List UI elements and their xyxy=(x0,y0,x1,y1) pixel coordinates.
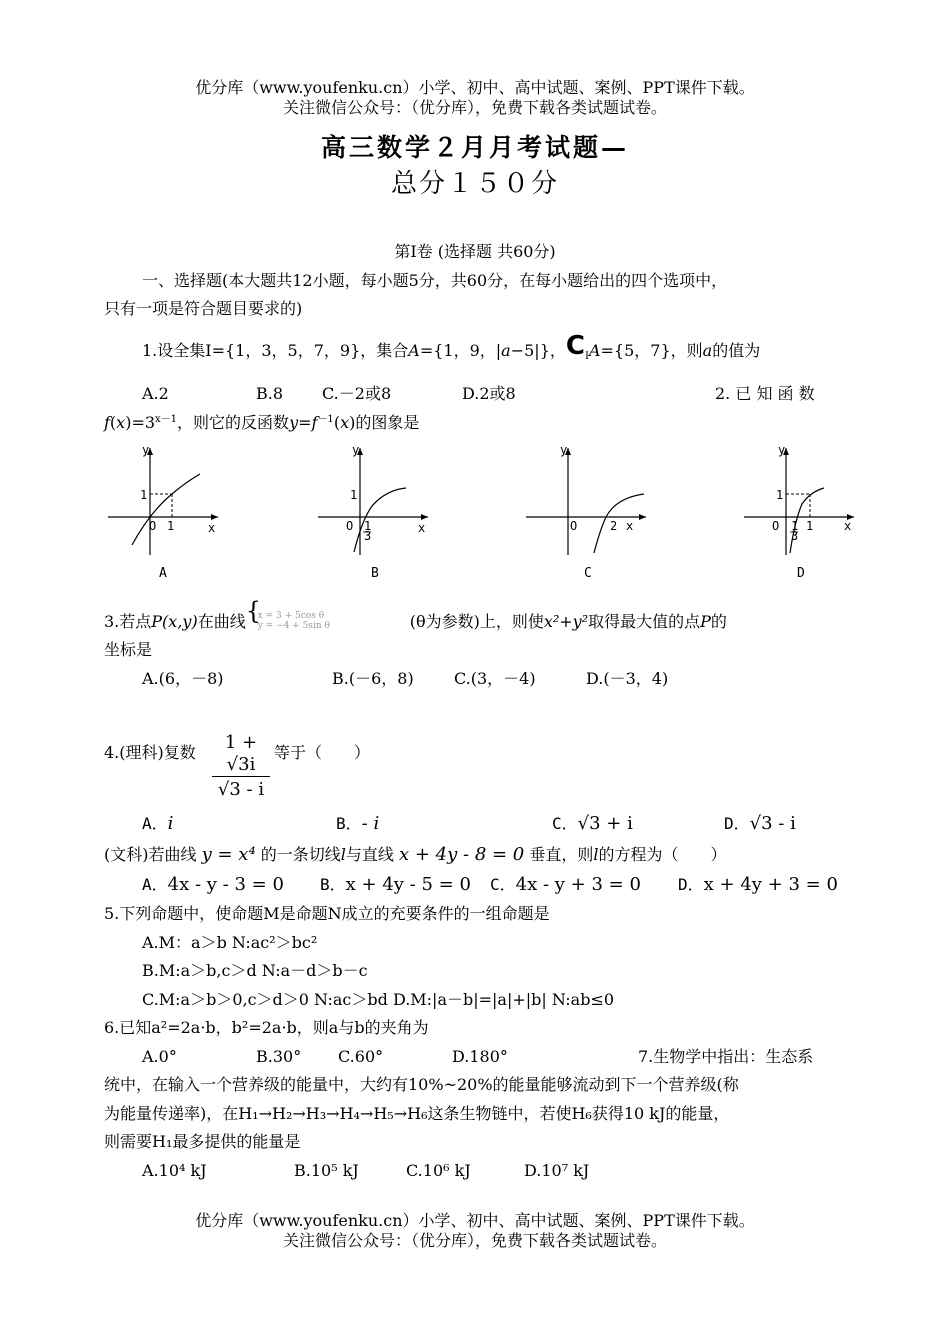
graph-c xyxy=(522,440,652,564)
q1-option-a: A.2 xyxy=(142,384,169,403)
q7-option-a: A.10⁴ kJ xyxy=(142,1161,207,1180)
instructions-line-1: 一、选择题(本大题共12小题，每小题5分，共60分，在每小题给出的四个选项中， xyxy=(142,271,728,290)
total-score: 总分１５０分 xyxy=(390,169,559,199)
page-title: 高三数学２月月考试题— xyxy=(320,133,629,162)
svg-text:y: y xyxy=(560,443,568,457)
svg-text:1: 1 xyxy=(350,488,358,502)
svg-text:y: y xyxy=(142,443,150,457)
q3-option-b: B.(－6，8) xyxy=(332,669,414,688)
question-4-stem: 4.(理科)复数 xyxy=(104,743,196,762)
q4-wen-option-a: A．4x - y - 3 = 0 xyxy=(142,874,284,895)
graph-d-label: D xyxy=(797,566,805,581)
graph-b xyxy=(314,440,434,564)
fraction-numerator: 1 + √3i xyxy=(224,732,258,775)
q6-option-b: B.30° xyxy=(256,1047,302,1066)
question-1-stem: 1.设全集I={1，3，5，7，9}，集合A={1，9，|a−5|}，$C_IA=\{5$，7}，则a的值为 xyxy=(142,331,761,362)
svg-text:1: 1 xyxy=(140,488,148,502)
q4-option-a: A．i xyxy=(142,813,174,834)
q1-option-c: C.－2或8 xyxy=(322,384,392,403)
svg-text:x: x xyxy=(626,519,634,533)
svg-text:1: 1 xyxy=(364,519,372,533)
graph-b-label: B xyxy=(371,566,379,581)
q3-option-a: A.(6，－8) xyxy=(142,669,224,688)
question-7-line-1: 7.生物学中指出：生态系 xyxy=(638,1047,814,1066)
q4-option-d: D．√3 - i xyxy=(724,813,796,834)
svg-text:y: y xyxy=(778,443,786,457)
graph-a-label: A xyxy=(159,566,167,581)
q3-option-d: D.(－3，4) xyxy=(586,669,669,688)
svg-text:1: 1 xyxy=(806,519,814,533)
q5-option-a: A.M：a＞b N:ac²＞bc² xyxy=(142,933,318,952)
q4-option-c: C．√3 + i xyxy=(552,813,633,834)
graph-a xyxy=(104,440,224,564)
graph-c-label: C xyxy=(584,566,592,581)
complex-fraction xyxy=(212,732,270,803)
instructions-line-2: 只有一项是符合题目要求的) xyxy=(104,299,303,318)
svg-text:O: O xyxy=(570,519,578,533)
question-3-stem-cont: 坐标是 xyxy=(104,640,153,659)
question-7-line-3: 为能量传递率)，在H₁→H₂→H₃→H₄→H₅→H₆这条生物链中，若使H₆获得10 kJ的能量， xyxy=(104,1104,730,1123)
q4-wen-option-d: D．x + 4y + 3 = 0 xyxy=(678,874,838,895)
svg-text:2: 2 xyxy=(610,519,618,533)
footer-line-1: 优分库（www.youfenku.cn）小学、初中、高中试题、案例、PPT课件下载。 xyxy=(195,1211,755,1230)
question-4-wen-stem: (文科)若曲线 y = x⁴ 的一条切线l与直线 x + 4y - 8 = 0 垂直，则l的方程为（ ） xyxy=(104,844,727,865)
complement-symbol: C xyxy=(565,331,585,361)
svg-text:3: 3 xyxy=(364,529,372,543)
question-2-number: 2. 已 知 函 数 xyxy=(715,384,815,403)
question-7-line-4: 则需要H₁最多提供的能量是 xyxy=(104,1132,301,1151)
q6-option-c: C.60° xyxy=(338,1047,384,1066)
q7-option-c: C.10⁶ kJ xyxy=(406,1161,471,1180)
q4-wen-option-b: B．x + 4y - 5 = 0 xyxy=(320,874,471,895)
section-heading: 第Ⅰ卷 (选择题 共60分) xyxy=(394,242,556,261)
q4-option-b: B．- i xyxy=(336,813,380,834)
graph-d xyxy=(740,440,860,564)
svg-text:3: 3 xyxy=(791,529,799,543)
svg-text:1: 1 xyxy=(776,488,784,502)
q6-option-a: A.0° xyxy=(142,1047,177,1066)
question-3-stem: 3.若点P(x,y)在曲线 { x = 3 + 5cos θ y = −4 + 5sin θ (θ为参数)上，则使x²+y²取得最大值的点P的 xyxy=(104,597,727,631)
q1-option-b: B.8 xyxy=(256,384,284,403)
footer-line-2: 关注微信公众号：（优分库），免费下载各类试题试卷。 xyxy=(282,1231,667,1250)
svg-text:x: x xyxy=(844,519,852,533)
svg-text:x: x xyxy=(418,521,426,535)
svg-text:x: x xyxy=(208,521,216,535)
svg-text:O: O xyxy=(772,519,780,533)
q7-option-b: B.10⁵ kJ xyxy=(294,1161,359,1180)
header-line-1: 优分库（www.youfenku.cn）小学、初中、高中试题、案例、PPT课件下载。 xyxy=(195,78,755,97)
question-4-tail: 等于（ ） xyxy=(274,743,371,762)
fraction-denominator: √3 - i xyxy=(217,779,265,800)
svg-text:1: 1 xyxy=(791,519,799,533)
header-line-2: 关注微信公众号：（优分库），免费下载各类试题试卷。 xyxy=(282,98,667,117)
question-2-stem: $f(x)=3^{x-1}$，则它的反函数$y=f^{-1}(x)$的图象是 xyxy=(104,413,420,432)
svg-text:1: 1 xyxy=(167,519,175,533)
svg-text:O: O xyxy=(346,519,354,533)
q6-option-d: D.180° xyxy=(452,1047,508,1066)
question-7-line-2: 统中，在输入一个营养级的能量中，大约有10%~20%的能量能够流动到下一个营养级(称 xyxy=(104,1075,739,1094)
q1-option-d: D.2或8 xyxy=(462,384,516,403)
svg-text:O: O xyxy=(149,519,157,533)
q5-option-b: B.M:a＞b,c＞d N:a－d＞b－c xyxy=(142,961,368,980)
question-5-stem: 5.下列命题中，使命题M是命题N成立的充要条件的一组命题是 xyxy=(104,904,550,923)
q4-wen-option-c: C．4x - y + 3 = 0 xyxy=(490,874,641,895)
q7-option-d: D.10⁷ kJ xyxy=(524,1161,590,1180)
q3-option-c: C.(3，－4) xyxy=(454,669,536,688)
param-equation: { x = 3 + 5cos θ y = −4 + 5sin θ xyxy=(245,597,330,631)
svg-text:y: y xyxy=(352,443,360,457)
q5-option-c-d: C.M:a＞b＞0,c＞d＞0 N:ac＞bd D.M:|a－b|=|a|+|b| N:ab≤0 xyxy=(142,990,615,1009)
question-6-stem: 6.已知a²=2a·b，b²=2a·b，则a与b的夹角为 xyxy=(104,1018,429,1037)
